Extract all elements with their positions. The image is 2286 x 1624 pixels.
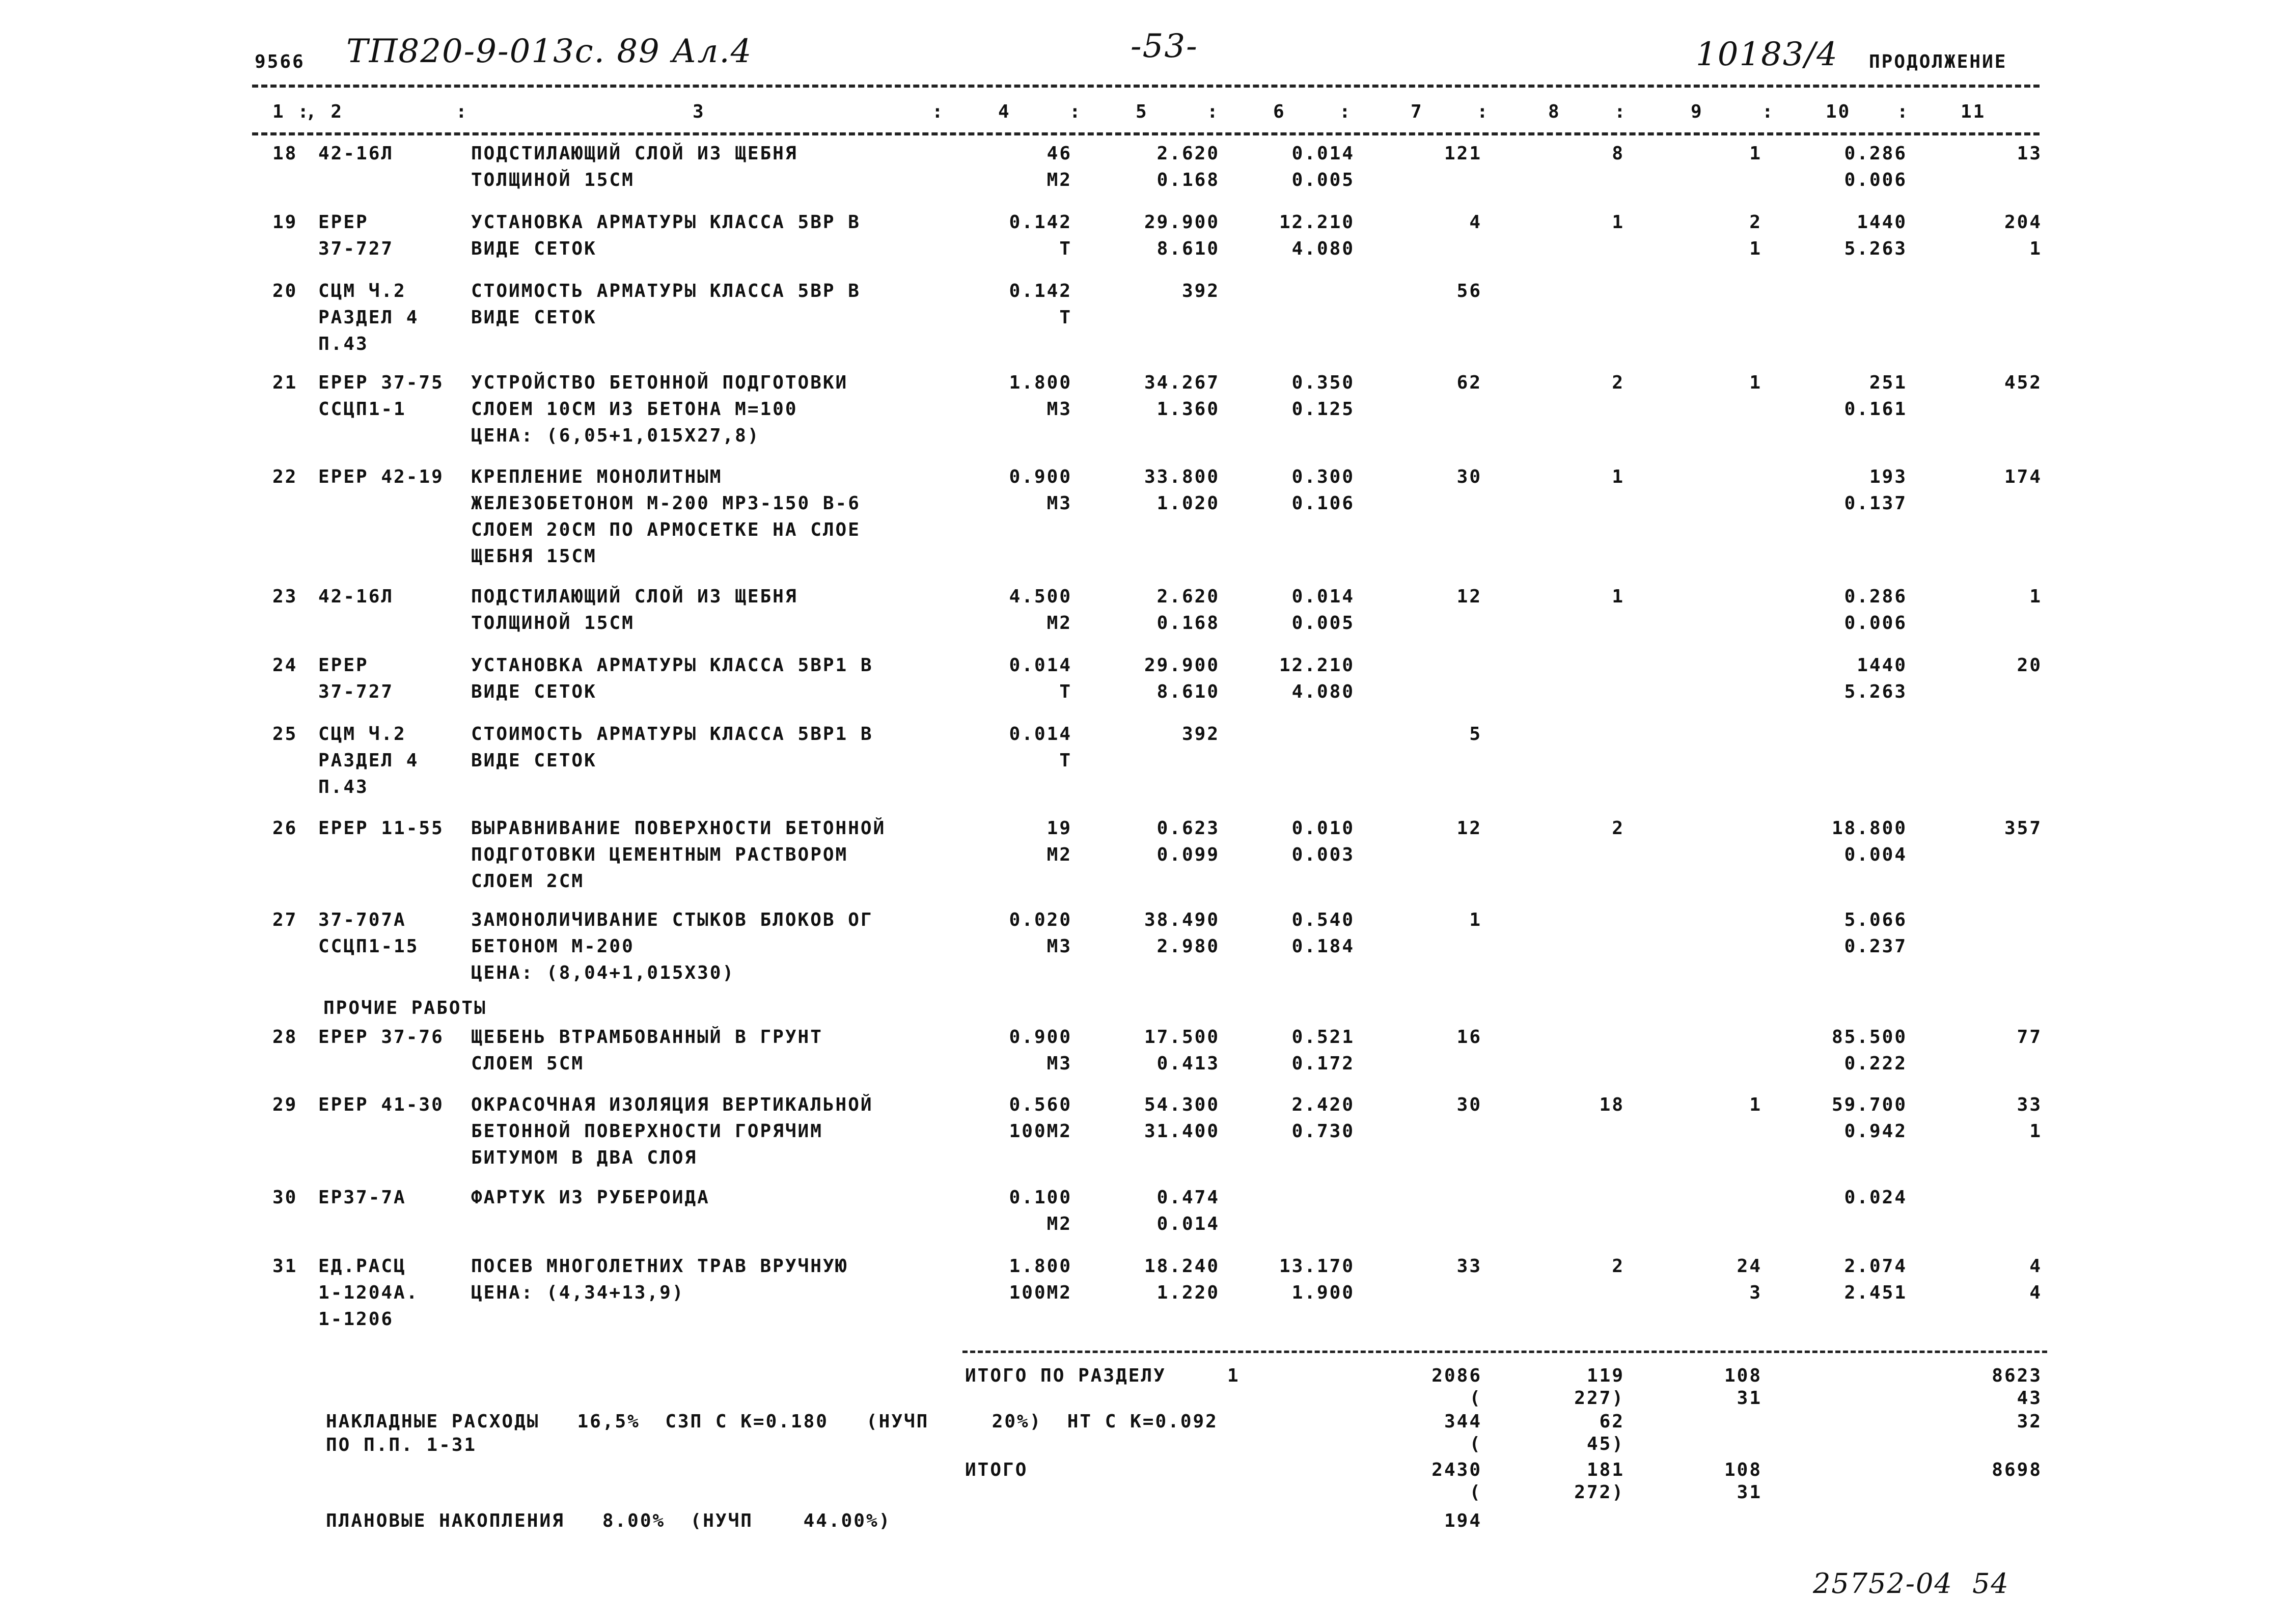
work-description: СЛОЕМ 2СМ: [471, 871, 585, 892]
value-col-6: 0.005: [1291, 613, 1355, 634]
norm-code: СЦМ Ч.2: [318, 724, 406, 745]
planned-savings-col-7: 194: [1444, 1510, 1482, 1531]
value-col-4: 19: [1046, 818, 1072, 839]
row-number: 24: [272, 655, 298, 676]
grand-total-col-11: 8698: [1992, 1460, 2042, 1480]
value-col-6: 0.125: [1291, 399, 1355, 420]
grand-total-col-9: 108: [1724, 1460, 1762, 1480]
work-description: БЕТОННОЙ ПОВЕРХНОСТИ ГОРЯЧИМ: [471, 1121, 823, 1142]
value-col-4: Т: [1059, 681, 1072, 702]
page-number: -53-: [1131, 27, 1198, 65]
norm-code: ЕРЕР 37-75: [318, 372, 444, 393]
value-col-11: 204: [2004, 212, 2042, 233]
work-description: СЛОЕМ 20СМ ПО АРМОСЕТКЕ НА СЛОЕ: [471, 519, 861, 540]
planned-savings-line: ПЛАНОВЫЕ НАКОПЛЕНИЯ 8.00% (НУЧП 44.00%): [326, 1510, 892, 1531]
work-description: ЦЕНА: (6,05+1,015Х27,8): [471, 425, 760, 446]
norm-code: ЕД.РАСЦ: [318, 1256, 406, 1277]
value-col-10: 1440: [1857, 212, 1907, 233]
sheet-number: 9566: [255, 51, 305, 72]
value-col-4: 0.900: [1009, 1027, 1072, 1048]
work-description: БЕТОНОМ М-200: [471, 936, 635, 957]
value-col-4: 1.800: [1009, 1256, 1072, 1277]
value-col-5: 0.474: [1156, 1187, 1220, 1208]
column-header-cell: , 2: [306, 101, 344, 122]
value-col-10: 0.286: [1844, 143, 1907, 164]
value-col-6: 0.730: [1291, 1121, 1355, 1142]
value-col-5: 0.014: [1156, 1214, 1220, 1234]
work-description: ЖЕЛЕЗОБЕТОНОМ М-200 МРЗ-150 В-6: [471, 493, 861, 514]
value-col-7: 30: [1456, 1094, 1482, 1115]
row-number: 31: [272, 1256, 298, 1277]
value-col-9: 1: [1749, 143, 1762, 164]
value-col-4: М2: [1046, 1214, 1072, 1234]
value-col-7: 33: [1456, 1256, 1482, 1277]
value-col-6: 0.003: [1291, 844, 1355, 865]
value-col-6: 0.005: [1291, 170, 1355, 190]
section-total-number: 1: [1227, 1365, 1240, 1386]
total-col-8: 227): [1574, 1388, 1624, 1409]
overhead-col-8: 45): [1586, 1434, 1624, 1454]
work-description: ВИДЕ СЕТОК: [471, 681, 597, 702]
work-description: ЩЕБЕНЬ ВТРАМБОВАННЫЙ В ГРУНТ: [471, 1027, 823, 1048]
work-description: ВИДЕ СЕТОК: [471, 238, 597, 259]
value-col-11: 4: [2029, 1282, 2042, 1303]
column-header-cell: :: [1477, 101, 1490, 122]
value-col-4: 0.142: [1009, 212, 1072, 233]
value-col-5: 33.800: [1144, 466, 1220, 487]
reference-number: 10183/4: [1696, 36, 1838, 73]
value-col-10: 0.006: [1844, 170, 1907, 190]
work-description: ТОЛЩИНОЙ 15СМ: [471, 613, 635, 634]
value-col-10: 0.222: [1844, 1053, 1907, 1074]
grand-total-col-9: 31: [1737, 1482, 1762, 1503]
value-col-6: 0.106: [1291, 493, 1355, 514]
value-col-6: 0.014: [1291, 586, 1355, 607]
work-description: ВИДЕ СЕТОК: [471, 750, 597, 771]
norm-code: 1-1204А.: [318, 1282, 419, 1303]
norm-code: СЦМ Ч.2: [318, 281, 406, 301]
norm-code: 37-707А: [318, 910, 406, 930]
work-description: ПОДСТИЛАЮЩИЙ СЛОЙ ИЗ ЩЕБНЯ: [471, 586, 798, 607]
work-description: ЦЕНА: (8,04+1,015Х30): [471, 962, 735, 983]
value-col-10: 0.137: [1844, 493, 1907, 514]
value-col-4: Т: [1059, 238, 1072, 259]
value-col-10: 251: [1869, 372, 1907, 393]
value-col-4: 0.100: [1009, 1187, 1072, 1208]
value-col-10: 2.074: [1844, 1256, 1907, 1277]
row-number: 23: [272, 586, 298, 607]
work-description: ФАРТУК ИЗ РУБЕРОИДА: [471, 1187, 710, 1208]
column-header-cell: :: [1207, 101, 1220, 122]
value-col-9: 1: [1749, 372, 1762, 393]
row-number: 20: [272, 281, 298, 301]
value-col-5: 8.610: [1156, 238, 1220, 259]
value-col-4: М2: [1046, 844, 1072, 865]
norm-code: ССЦП1-15: [318, 936, 419, 957]
work-description: ВИДЕ СЕТОК: [471, 307, 597, 328]
value-col-9: 1: [1749, 1094, 1762, 1115]
value-col-5: 2.980: [1156, 936, 1220, 957]
value-col-4: М3: [1046, 399, 1072, 420]
column-header-cell: 10: [1826, 101, 1851, 122]
value-col-11: 13: [2017, 143, 2042, 164]
work-description: ОКРАСОЧНАЯ ИЗОЛЯЦИЯ ВЕРТИКАЛЬНОЙ: [471, 1094, 873, 1115]
row-number: 19: [272, 212, 298, 233]
column-header-cell: 4: [998, 101, 1011, 122]
value-col-4: 4.500: [1009, 586, 1072, 607]
value-col-5: 0.168: [1156, 170, 1220, 190]
other-works-heading: ПРОЧИЕ РАБОТЫ: [323, 998, 487, 1019]
value-col-9: 24: [1737, 1256, 1762, 1277]
column-header-cell: 7: [1411, 101, 1423, 122]
column-header-cell: 1 :: [272, 101, 311, 122]
norm-code: ЕРЕР 41-30: [318, 1094, 444, 1115]
work-description: ТОЛЩИНОЙ 15СМ: [471, 170, 635, 190]
value-col-4: М3: [1046, 493, 1072, 514]
norm-code: П.43: [318, 777, 369, 797]
value-col-8: 1: [1612, 586, 1624, 607]
value-col-7: 12: [1456, 818, 1482, 839]
total-col-11: 43: [2017, 1388, 2042, 1409]
value-col-11: 20: [2017, 655, 2042, 676]
column-header-cell: :: [1762, 101, 1775, 122]
work-description: УСТАНОВКА АРМАТУРЫ КЛАССА 5ВР В: [471, 212, 861, 233]
work-description: ПОДСТИЛАЮЩИЙ СЛОЙ ИЗ ЩЕБНЯ: [471, 143, 798, 164]
value-col-8: 8: [1612, 143, 1624, 164]
value-col-4: М2: [1046, 170, 1072, 190]
value-col-4: 46: [1046, 143, 1072, 164]
value-col-11: 33: [2017, 1094, 2042, 1115]
value-col-11: 1: [2029, 1121, 2042, 1142]
column-header-cell: :: [1614, 101, 1627, 122]
work-description: ЗАМОНОЛИЧИВАНИЕ СТЫКОВ БЛОКОВ ОГ: [471, 910, 873, 930]
value-col-4: 0.142: [1009, 281, 1072, 301]
document-code: ТП820-9-013с. 89 Ал.4: [346, 33, 753, 70]
value-col-5: 54.300: [1144, 1094, 1220, 1115]
column-header-cell: :: [1897, 101, 1910, 122]
total-col-11: 8623: [1992, 1365, 2042, 1386]
norm-code: ЕРЕР: [318, 655, 369, 676]
value-col-8: 2: [1612, 818, 1624, 839]
row-number: 29: [272, 1094, 298, 1115]
value-col-10: 1440: [1857, 655, 1907, 676]
value-col-4: 1.800: [1009, 372, 1072, 393]
value-col-6: 4.080: [1291, 238, 1355, 259]
value-col-5: 8.610: [1156, 681, 1220, 702]
overhead-line: НАКЛАДНЫЕ РАСХОДЫ 16,5% СЗП С К=0.180 (НУЧП 20%) НТ С К=0.092: [326, 1411, 1218, 1432]
norm-code: 42-16Л: [318, 586, 394, 607]
value-col-5: 17.500: [1144, 1027, 1220, 1048]
grand-total-col-8: 272): [1574, 1482, 1624, 1503]
norm-code: 1-1206: [318, 1309, 394, 1330]
value-col-9: 1: [1749, 238, 1762, 259]
column-header-cell: 9: [1691, 101, 1703, 122]
value-col-7: 1: [1469, 910, 1482, 930]
value-col-5: 38.490: [1144, 910, 1220, 930]
work-description: УСТРОЙСТВО БЕТОННОЙ ПОДГОТОВКИ: [471, 372, 848, 393]
total-col-9: 108: [1724, 1365, 1762, 1386]
value-col-5: 0.413: [1156, 1053, 1220, 1074]
value-col-4: М2: [1046, 613, 1072, 634]
value-col-5: 2.620: [1156, 143, 1220, 164]
archive-stamp: 25752-04 54: [1813, 1567, 2009, 1600]
value-col-5: 392: [1181, 281, 1220, 301]
work-description: КРЕПЛЕНИЕ МОНОЛИТНЫМ: [471, 466, 723, 487]
value-col-4: 100М2: [1009, 1121, 1072, 1142]
work-description: ЦЕНА: (4,34+13,9): [471, 1282, 685, 1303]
value-col-11: 4: [2029, 1256, 2042, 1277]
row-number: 30: [272, 1187, 298, 1208]
value-col-8: 2: [1612, 372, 1624, 393]
value-col-10: 0.004: [1844, 844, 1907, 865]
value-col-4: 0.900: [1009, 466, 1072, 487]
row-number: 22: [272, 466, 298, 487]
value-col-6: 1.900: [1291, 1282, 1355, 1303]
value-col-10: 5.263: [1844, 681, 1907, 702]
overhead-line-2: ПО П.П. 1-31: [326, 1435, 477, 1455]
value-col-4: М3: [1046, 1053, 1072, 1074]
work-description: ВЫРАВНИВАНИЕ ПОВЕРХНОСТИ БЕТОННОЙ: [471, 818, 886, 839]
norm-code: ЕРЕР 37-76: [318, 1027, 444, 1048]
value-col-6: 0.184: [1291, 936, 1355, 957]
overhead-col-11: 32: [2017, 1411, 2042, 1432]
value-col-10: 5.263: [1844, 238, 1907, 259]
row-number: 18: [272, 143, 298, 164]
work-description: СЛОЕМ 10СМ ИЗ БЕТОНА М=100: [471, 399, 798, 420]
value-col-8: 18: [1599, 1094, 1624, 1115]
value-col-7: 12: [1456, 586, 1482, 607]
value-col-6: 0.010: [1291, 818, 1355, 839]
value-col-7: 56: [1456, 281, 1482, 301]
grand-total-col-8: 181: [1586, 1460, 1624, 1480]
value-col-11: 1: [2029, 586, 2042, 607]
value-col-6: 2.420: [1291, 1094, 1355, 1115]
value-col-11: 1: [2029, 238, 2042, 259]
grand-total-col-7: 2430: [1431, 1460, 1482, 1480]
continuation-label: ПРОДОЛЖЕНИЕ: [1869, 51, 2007, 72]
value-col-10: 0.006: [1844, 613, 1907, 634]
value-col-9: 2: [1749, 212, 1762, 233]
value-col-5: 0.168: [1156, 613, 1220, 634]
row-number: 26: [272, 818, 298, 839]
overhead-col-7: 344: [1444, 1411, 1482, 1432]
value-col-10: 0.161: [1844, 399, 1907, 420]
column-header-cell: 11: [1961, 101, 1986, 122]
grand-total-label: ИТОГО: [965, 1460, 1028, 1480]
value-col-7: 62: [1456, 372, 1482, 393]
norm-code: ЕРЕР 42-19: [318, 466, 444, 487]
value-col-9: 3: [1749, 1282, 1762, 1303]
value-col-10: 85.500: [1831, 1027, 1907, 1048]
value-col-6: 0.300: [1291, 466, 1355, 487]
value-col-6: 4.080: [1291, 681, 1355, 702]
column-header-cell: 8: [1548, 101, 1561, 122]
value-col-5: 1.360: [1156, 399, 1220, 420]
norm-code: 37-727: [318, 681, 394, 702]
norm-code: ЕРЕР: [318, 212, 369, 233]
value-col-4: 0.014: [1009, 724, 1072, 745]
column-header-cell: :: [1069, 101, 1082, 122]
work-description: БИТУМОМ В ДВА СЛОЯ: [471, 1147, 698, 1168]
row-number: 27: [272, 910, 298, 930]
value-col-5: 29.900: [1144, 655, 1220, 676]
value-col-6: 0.350: [1291, 372, 1355, 393]
norm-code: П.43: [318, 334, 369, 354]
value-col-4: М3: [1046, 936, 1072, 957]
norm-code: 37-727: [318, 238, 394, 259]
overhead-col-8: 62: [1599, 1411, 1624, 1432]
column-header-cell: 6: [1273, 101, 1286, 122]
norm-code: РАЗДЕЛ 4: [318, 307, 419, 328]
value-col-5: 0.099: [1156, 844, 1220, 865]
value-col-10: 2.451: [1844, 1282, 1907, 1303]
value-col-5: 18.240: [1144, 1256, 1220, 1277]
value-col-5: 1.020: [1156, 493, 1220, 514]
value-col-8: 1: [1612, 466, 1624, 487]
value-col-6: 0.540: [1291, 910, 1355, 930]
value-col-5: 392: [1181, 724, 1220, 745]
value-col-5: 1.220: [1156, 1282, 1220, 1303]
value-col-6: 0.172: [1291, 1053, 1355, 1074]
value-col-10: 18.800: [1831, 818, 1907, 839]
value-col-11: 77: [2017, 1027, 2042, 1048]
value-col-7: 30: [1456, 466, 1482, 487]
header-rule-bottom: [252, 132, 2040, 135]
value-col-8: 1: [1612, 212, 1624, 233]
column-header-cell: 3: [693, 101, 705, 122]
work-description: СТОИМОСТЬ АРМАТУРЫ КЛАССА 5ВР1 В: [471, 724, 873, 745]
value-col-5: 0.623: [1156, 818, 1220, 839]
header-rule-top: [252, 85, 2040, 88]
work-description: СЛОЕМ 5СМ: [471, 1053, 585, 1074]
value-col-11: 357: [2004, 818, 2042, 839]
value-col-6: 12.210: [1279, 655, 1355, 676]
work-description: СТОИМОСТЬ АРМАТУРЫ КЛАССА 5ВР В: [471, 281, 861, 301]
total-col-7: 2086: [1431, 1365, 1482, 1386]
value-col-4: 100М2: [1009, 1282, 1072, 1303]
value-col-4: 0.014: [1009, 655, 1072, 676]
value-col-5: 31.400: [1144, 1121, 1220, 1142]
overhead-col-7: (: [1469, 1434, 1482, 1454]
value-col-4: Т: [1059, 750, 1072, 771]
totals-rule: [962, 1351, 2047, 1353]
value-col-6: 0.014: [1291, 143, 1355, 164]
value-col-11: 174: [2004, 466, 2042, 487]
work-description: ПОСЕВ МНОГОЛЕТНИХ ТРАВ ВРУЧНУЮ: [471, 1256, 848, 1277]
value-col-10: 0.286: [1844, 586, 1907, 607]
value-col-10: 0.024: [1844, 1187, 1907, 1208]
value-col-10: 193: [1869, 466, 1907, 487]
work-description: ПОДГОТОВКИ ЦЕМЕНТНЫМ РАСТВОРОМ: [471, 844, 848, 865]
value-col-4: 0.020: [1009, 910, 1072, 930]
value-col-10: 59.700: [1831, 1094, 1907, 1115]
norm-code: ЕРЕР 11-55: [318, 818, 444, 839]
work-description: ЩЕБНЯ 15СМ: [471, 546, 597, 567]
value-col-7: 5: [1469, 724, 1482, 745]
value-col-4: Т: [1059, 307, 1072, 328]
value-col-4: 0.560: [1009, 1094, 1072, 1115]
value-col-10: 0.237: [1844, 936, 1907, 957]
work-description: УСТАНОВКА АРМАТУРЫ КЛАССА 5ВР1 В: [471, 655, 873, 676]
value-col-5: 29.900: [1144, 212, 1220, 233]
total-col-8: 119: [1586, 1365, 1624, 1386]
column-header-cell: :: [932, 101, 945, 122]
value-col-5: 2.620: [1156, 586, 1220, 607]
norm-code: ССЦП1-1: [318, 399, 406, 420]
value-col-8: 2: [1612, 1256, 1624, 1277]
row-number: 28: [272, 1027, 298, 1048]
value-col-6: 12.210: [1279, 212, 1355, 233]
value-col-7: 4: [1469, 212, 1482, 233]
norm-code: 42-16Л: [318, 143, 394, 164]
value-col-7: 16: [1456, 1027, 1482, 1048]
value-col-6: 13.170: [1279, 1256, 1355, 1277]
grand-total-col-7: (: [1469, 1482, 1482, 1503]
norm-code: РАЗДЕЛ 4: [318, 750, 419, 771]
column-header-cell: :: [1339, 101, 1352, 122]
value-col-10: 5.066: [1844, 910, 1907, 930]
value-col-5: 34.267: [1144, 372, 1220, 393]
norm-code: ЕР37-7А: [318, 1187, 406, 1208]
column-header-cell: :: [456, 101, 469, 122]
section-total-label: ИТОГО ПО РАЗДЕЛУ: [965, 1365, 1166, 1386]
value-col-7: 121: [1444, 143, 1482, 164]
total-col-9: 31: [1737, 1388, 1762, 1409]
value-col-6: 0.521: [1291, 1027, 1355, 1048]
row-number: 21: [272, 372, 298, 393]
value-col-10: 0.942: [1844, 1121, 1907, 1142]
total-col-7: (: [1469, 1388, 1482, 1409]
row-number: 25: [272, 724, 298, 745]
value-col-11: 452: [2004, 372, 2042, 393]
column-header-cell: 5: [1136, 101, 1148, 122]
